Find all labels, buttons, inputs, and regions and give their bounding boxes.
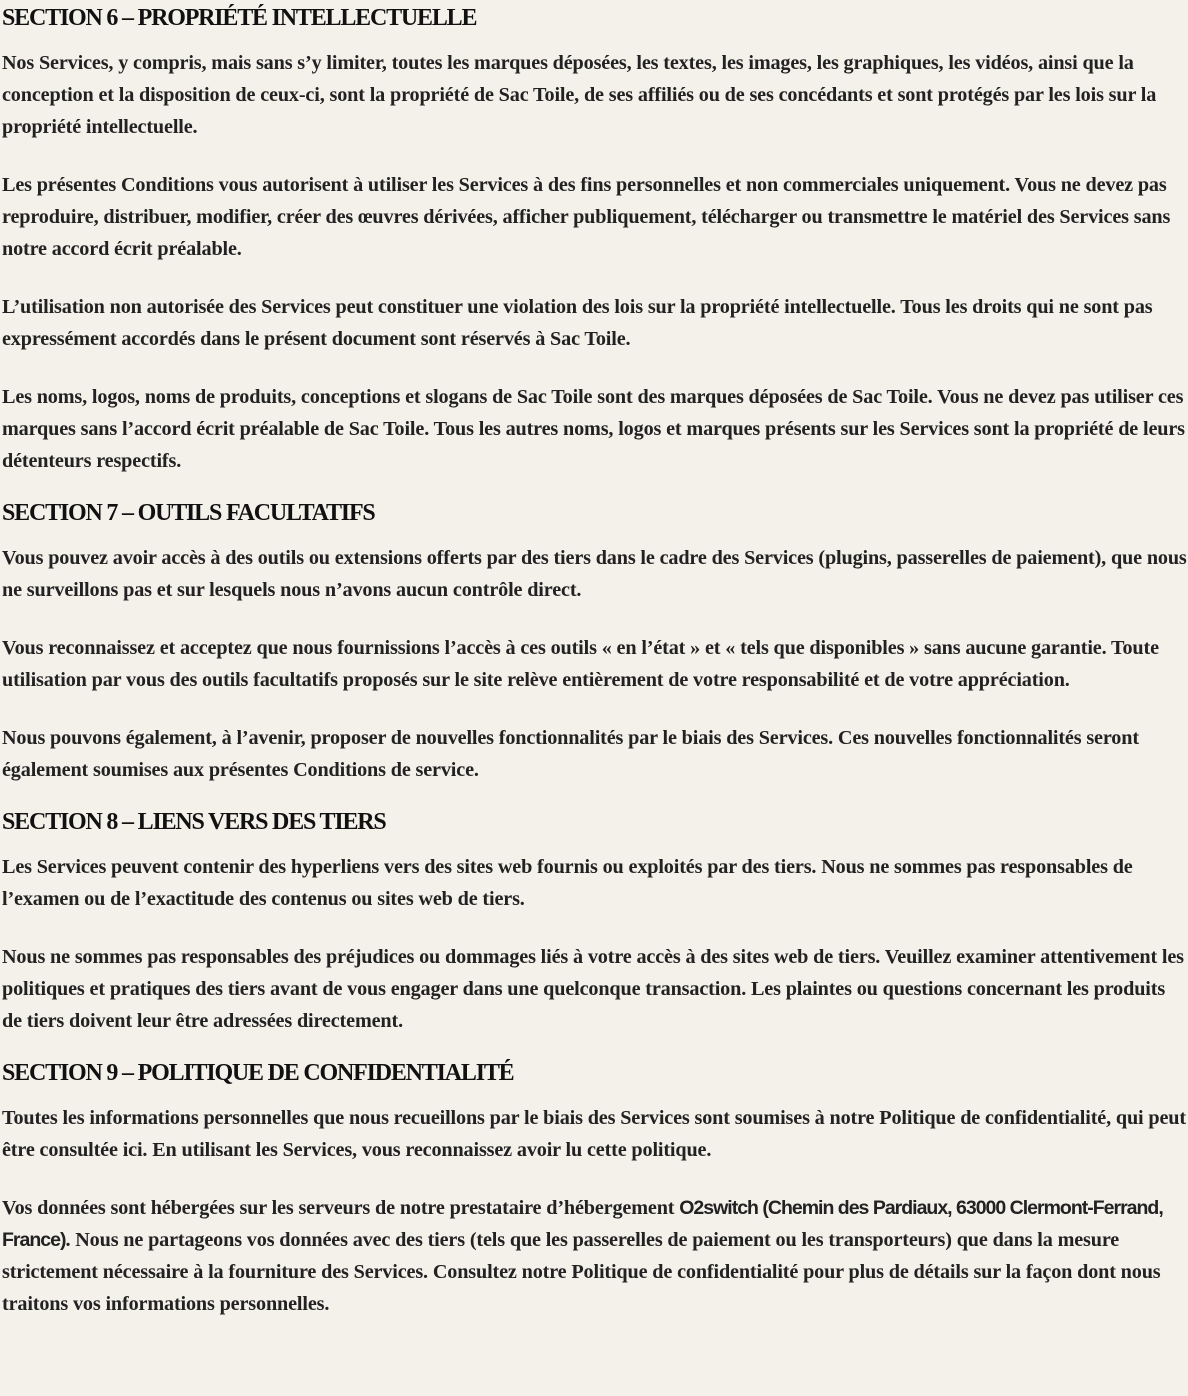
paragraph: Toutes les informations personnelles que nous recueillons par le biais des Services sont soumises à notre Politique de confidentialité, qui peut être consultée ici. En utilisant les Services, vous reconnaissez avoir lu cette politique. [2, 1107, 1186, 1161]
paragraph: Les Services peuvent contenir des hyperliens vers des sites web fournis ou exploités par des tiers. Nous ne sommes pas responsables de l’examen ou de l’exactitude des contenus ou sites web de tiers. [2, 856, 1133, 910]
section-9 [2, 1055, 1188, 1320]
paragraph: Vous reconnaissez et acceptez que nous fournissions l’accès à ces outils « en l’état » et « tels que disponibles » sans aucune garantie. Toute utilisation par vous des outils facultatifs proposés sur le site relève entièrement de votre responsabilité et de votre appréciation. [2, 637, 1159, 691]
paragraph: L’utilisation non autorisée des Services peut constituer une violation des lois sur la propriété intellectuelle. Tous les droits qui ne sont pas expressément accordés dans le présent document sont réservés à Sac Toile. [2, 296, 1153, 350]
section-title: SECTION 6 – PROPRIÉTÉ INTELLECTUELLE [2, 5, 477, 31]
section-title: SECTION 9 – POLITIQUE DE CONFIDENTIALITÉ [2, 1060, 514, 1086]
section-title: SECTION 8 – LIENS VERS DES TIERS [2, 809, 386, 835]
section-8 [2, 804, 1188, 1037]
paragraph: Nos Services, y compris, mais sans s’y limiter, toutes les marques déposées, les textes, les images, les graphiques, les vidéos, ainsi que la conception et la disposition de ceux-ci, sont la propriété de Sac Toile, de ses affiliés ou de ses concédants et sont protégés par les lois sur la propriété intellectuelle. [2, 52, 1157, 138]
paragraph: Nous pouvons également, à l’avenir, proposer de nouvelles fonctionnalités par le biais des Services. Ces nouvelles fonctionnalités seront également soumises aux présentes Conditions de service. [2, 727, 1139, 781]
section-6 [2, 0, 1188, 477]
paragraph: Vous pouvez avoir accès à des outils ou extensions offerts par des tiers dans le cadre des Services (plugins, passerelles de paiement), que nous ne surveillons pas et sur lesquels nous n’avons aucun contrôle direct. [2, 547, 1187, 601]
hosting-text-before: Vos données sont hébergées sur les serveurs de notre prestataire d’hébergement [2, 1197, 680, 1219]
section-7 [2, 495, 1188, 786]
section-title: SECTION 7 – OUTILS FACULTATIFS [2, 500, 375, 526]
paragraph: Les présentes Conditions vous autorisent à utiliser les Services à des fins personnelles et non commerciales uniquement. Vous ne devez pas reproduire, distribuer, modifier, créer des œuvres dérivées, afficher publiquement, télécharger ou transmettre le matériel des Services sans notre accord écrit préalable. [2, 174, 1171, 260]
paragraph: Les noms, logos, noms de produits, conceptions et slogans de Sac Toile sont des marques déposées de Sac Toile. Vous ne devez pas utiliser ces marques sans l’accord écrit préalable de Sac Toile. Tous les autres noms, logos et marques présents sur les Services sont la propriété de leurs détenteurs respectifs. [2, 386, 1185, 472]
hosting-paragraph [2, 1192, 1188, 1320]
paragraph: Nous ne sommes pas responsables des préjudices ou dommages liés à votre accès à des sites web de tiers. Veuillez examiner attentivement les politiques et pratiques des tiers avant de vous engager dans une quelconque transaction. Les plaintes ou questions concernant les produits de tiers doivent leur être adressées directement. [2, 946, 1184, 1032]
hosting-provider-address: O2switch (Chemin des Pardiaux, 63000 Clermont-Ferrand, France) [2, 1197, 1163, 1251]
hosting-text-after: . Nous ne partageons vos données avec des tiers (tels que les passerelles de paiement ou les transporteurs) que dans la mesure strictement nécessaire à la fourniture des Services. Consultez notre Politique de confidentialité pour plus de détails sur la façon dont nous traitons vos informations personnelles. [2, 1229, 1161, 1315]
